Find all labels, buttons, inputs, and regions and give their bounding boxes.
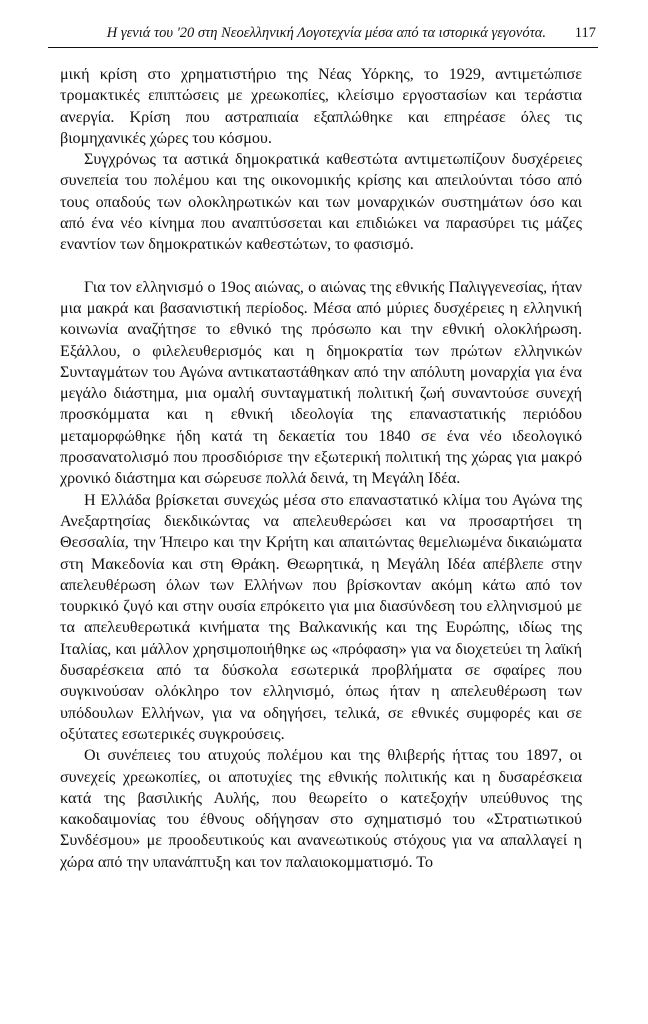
paragraph: Συγχρόνως τα αστικά δημοκρατικά καθεστώτα αντιμετωπίζουν δυσχέρειες συνεπεία του πολέμου και της οικονομικής κρίσης και απειλούνται τόσο από τους οπαδούς των ολοκληρωτικών και των μοναρχικών συστημάτων όσο και από ένα νέο κίνημα που αναπτύσσεται και επιδιώκει να παρασύρει τις μάζες εναντίον των δημοκρατικών καθεστώτων, το φασισμό. (60, 151, 582, 254)
page-number: 117 (574, 25, 596, 41)
section-break (60, 256, 582, 277)
paragraph: Οι συνέπειες του ατυχούς πολέμου και της θλιβερής ήττας του 1897, οι συνεχείς χρεωκοπίες, οι αποτυχίες της εθνικής πολιτικής και η δυσαρέσκεια κατά της βασιλικής Αυλής, που θεωρείτο ο κατεξοχήν υπεύθυνος της κακοδαιμονίας του έθνους οδήγησαν στο σχηματισμό του «Στρατιωτικού Συνδέσμου» με προοδευτικούς και ανανεωτικούς στόχους για να απαλλαγεί η χώρα από την υπανάπτυξη και τον παλαιοκομματισμό. Το (60, 747, 582, 871)
header-rule (48, 47, 598, 48)
paragraph-continued: μική κρίση στο χρηματιστήριο της Νέας Υόρκης, το 1929, αντιμετώπισε τρομακτικές επιπτώσεις με χρεωκοπίες, κλείσιμο εργοστασίων και τεράστια ανεργία. Κρίση που αστραπιαία εξαπλώθηκε και επηρέασε όλες τις βιομηχανικές χώρες του κόσμου. (60, 66, 582, 147)
paragraph: Η Ελλάδα βρίσκεται συνεχώς μέσα στο επαναστατικό κλίμα του Αγώνα της Ανεξαρτησίας διεκδικώντας να απελευθερώσει και να προσαρτήσει τη Θεσσαλία, την Ήπειρο και την Κρήτη και απαιτώντας θεμελιωμένα δικαιώματα στη Μακεδονία και στη Θράκη. Θεωρητικά, η Μεγάλη Ιδέα απέβλεπε στην απελευθέρωση όλων των Ελλήνων που βρίσκονταν ακόμη κάτω από τον τουρκικό ζυγό και στην ουσία επρόκειτο για μια διασύνδεση του ελληνισμού με τα απελευθερωτικά κινήματα της Βαλκανικής και της Ευρώπης, ιδίως της Ιταλίας, και μάλλον χρησιμοποιήθηκε ως «πρόφαση» για να διοχετεύει τη λαϊκή δυσαρέσκεια από τα δύσκολα εσωτερικά προβλήματα σε σφαίρες που συγκινούσαν ολόκληρο τον ελληνισμό, όπως ήταν η απελευθέρωση των υπόδουλων Ελλήνων, για να οδηγήσει, τελικά, σε εθνικές συμφορές και σε οξύτατες εσωτερικές συγκρούσεις. (60, 491, 582, 743)
paragraph: Για τον ελληνισμό ο 19ος αιώνας, ο αιώνας της εθνικής Παλιγγενεσίας, ήταν μια μακρά και βασανιστική περίοδος. Μέσα από μύριες δυσχέρειες η ελληνική κοινωνία αναζήτησε το εθνικό της πρόσωπο και την εθνική ολοκλήρωση. Εξάλλου, ο φιλελευθερισμός και η δημοκρατία των πρώτων ελληνικών Συνταγμάτων του Αγώνα αντικαταστάθηκαν από την απόλυτη μοναρχία για ένα μεγάλο διάστημα, μια ομαλή συνταγματική πολιτική ζωή συναντούσε συνεχή προσκόμματα και η εθνική ιδεολογία της επαναστατικής περιόδου μεταμορφώθηκε ήδη κατά τη δεκαετία του 1840 σε ένα νέο ιδεολογικό προσανατολισμό που προσδιόρισε την εξωτερική πολιτική της χώρας για μακρό χρονικό διάστημα και σώρευσε πολλά δεινά, τη Μεγάλη Ιδέα. (60, 278, 582, 488)
body-text (60, 64, 582, 873)
running-header (56, 22, 596, 44)
running-title: Η γενιά του '20 στη Νεοελληνική Λογοτεχνία μέσα από τα ιστορικά γεγονότα. (106, 25, 546, 41)
